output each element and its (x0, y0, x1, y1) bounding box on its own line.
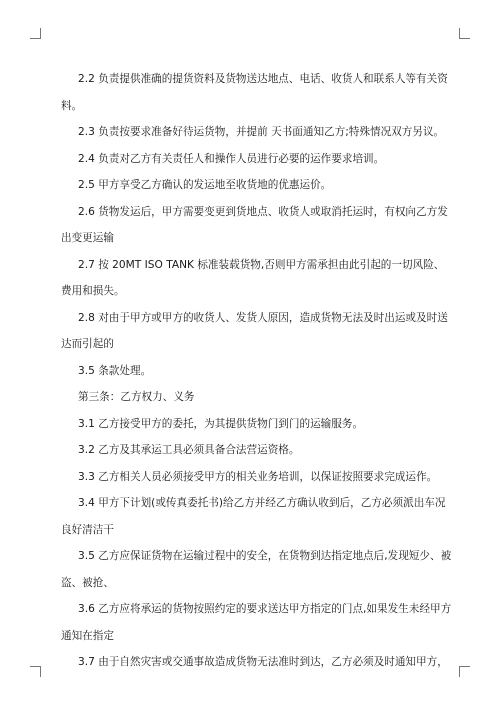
text-line: 3.7 由于自然灾害或交通事故造成货物无法准时到达，乙方必须及时通知甲方， (78, 656, 448, 668)
crop-mark-bottom-right (459, 666, 470, 677)
text-line: 3.4 甲方下计划(或传真委托书)给乙方并经乙方确认收到后，乙方必须派出车况 (78, 497, 446, 509)
text-line: 2.7 按 20MT ISO TANK 标准装载货物,否则甲方需承担由此引起的一切风险、 (78, 258, 445, 271)
section-heading: 第三条：乙方权力、义务 (78, 391, 195, 403)
text-line: 3.5 乙方应保证货物在运输过程中的安全，在货物到达指定地点后,发现短少、被 (78, 550, 452, 562)
text-line: 料。 (61, 99, 83, 112)
text-line: 2.2 负责提供准确的提货资料及货物送达地点、电话、收货人和联系人等有关资 (78, 73, 448, 85)
text-line: 通知在指定 (61, 629, 114, 642)
text-line: 2.5 甲方享受乙方确认的发运地至收货地的优惠运价。 (78, 179, 332, 191)
text-line: 3.5 条款处理。 (78, 364, 152, 377)
text-line: 3.3 乙方相关人员必须接受甲方的相关业务培训，以保证按照要求完成运作。 (78, 470, 438, 483)
crop-mark-top-right (459, 28, 470, 39)
text-line: 2.8 对由于甲方或甲方的收货人、发货人原因，造成货物无法及时出运或及时送 (78, 311, 448, 324)
text-line: 达而引起的 (61, 338, 114, 350)
text-line: 3.6 乙方应将承运的货物按照约定的要求送达甲方指定的门点,如果发生未经甲方 (78, 603, 452, 615)
text-line: 出变更运输 (61, 232, 114, 244)
text-line: 3.1 乙方接受甲方的委托，为其提供货物门到门的运输服务。 (78, 417, 364, 430)
text-line: 费用和损失。 (61, 285, 125, 297)
text-line: 3.2 乙方及其承运工具必须具备合法营运资格。 (78, 444, 300, 456)
text-line: 良好清洁干 (61, 523, 114, 536)
crop-mark-top-left (30, 28, 41, 39)
text-line: 盗、被抢、 (61, 576, 114, 589)
crop-mark-bottom-left (30, 666, 41, 677)
text-line: 2.4 负责对乙方有关责任人和操作人员进行必要的运作要求培训。 (78, 152, 385, 165)
document-body (61, 66, 452, 676)
text-line: 2.6 货物发运后，甲方需要变更到货地点、收货人或取消托运时，有权向乙方发 (78, 205, 448, 218)
text-line: 2.3 负责按要求准备好待运货物，并提前 天书面通知乙方;特殊情况双方另议。 (78, 126, 445, 138)
